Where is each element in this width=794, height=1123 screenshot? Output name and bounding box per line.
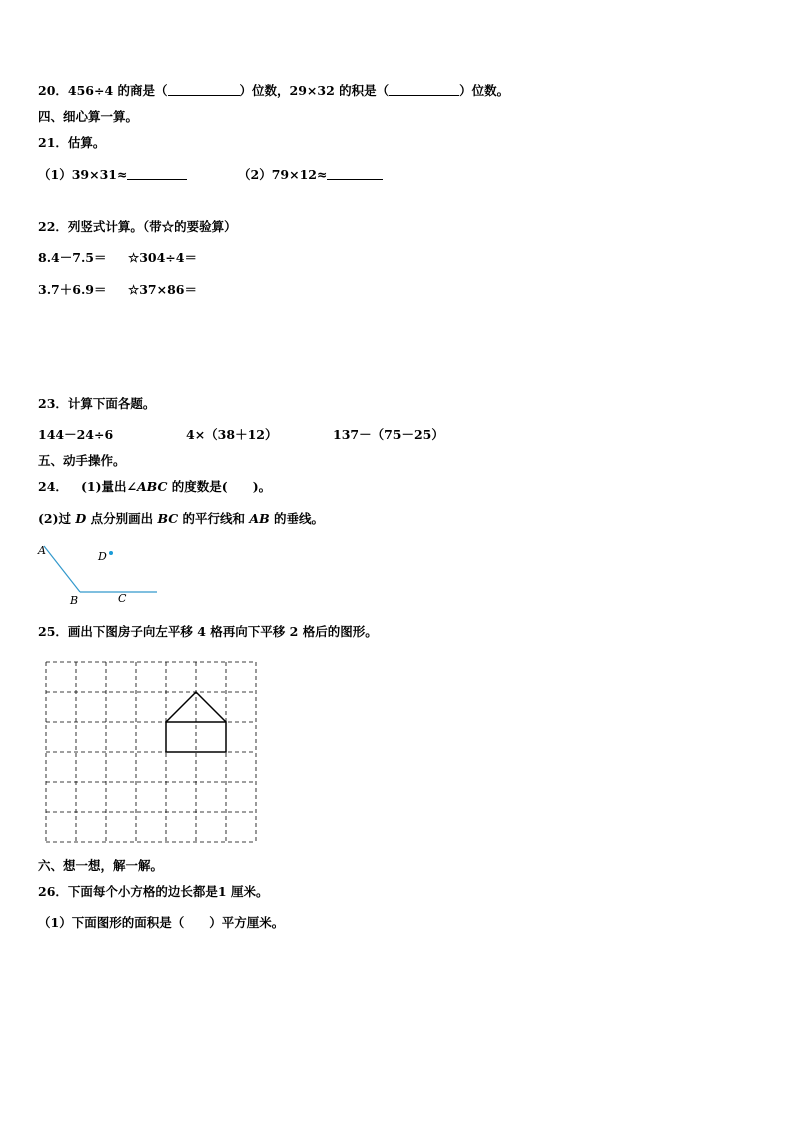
line-variable: BC xyxy=(157,511,179,526)
line-variable: AB xyxy=(249,511,270,526)
question-20 xyxy=(38,83,509,99)
question-22-title: 22．列竖式计算。（带☆的要验算） xyxy=(38,219,237,234)
calc-expression-1: 144－24÷6 xyxy=(38,427,114,442)
estimate-item-2 xyxy=(238,167,383,183)
question-24-part-2 xyxy=(38,511,324,527)
question-text: (1)量出∠ xyxy=(80,479,137,494)
question-text: (2)过 xyxy=(38,511,76,526)
question-number: 20． xyxy=(38,83,68,98)
label-a: A xyxy=(38,544,46,557)
question-26-title: 26．下面每个小方格的边长都是1 厘米。 xyxy=(38,884,269,899)
question-21-title: 21．估算。 xyxy=(38,135,106,150)
question-23-title: 23．计算下面各题。 xyxy=(38,396,156,411)
dashed-grid xyxy=(40,656,264,848)
estimate-expression: （1）39×31≈ xyxy=(38,167,128,182)
point-variable: D xyxy=(75,511,87,526)
label-c: C xyxy=(118,592,127,605)
section-heading: 五、动手操作。 xyxy=(38,453,126,468)
question-text: ）位数。 xyxy=(459,83,510,98)
question-text: ）位数，29×32 的积是（ xyxy=(239,83,390,98)
estimate-item-1 xyxy=(38,167,187,183)
question-text: 的垂线。 xyxy=(269,511,325,526)
section-heading: 六、想一想，解一解。 xyxy=(38,858,164,873)
vertical-calc-item: ☆37×86＝ xyxy=(128,282,197,297)
answer-blank[interactable] xyxy=(127,167,187,180)
vertical-calc-item: ☆304÷4＝ xyxy=(128,250,197,265)
calc-expression-2: 4×（38＋12） xyxy=(186,427,278,442)
question-26-part-1: （1）下面图形的面积是（ ）平方厘米。 xyxy=(38,915,285,930)
label-d: D xyxy=(98,550,107,563)
vertical-calc-item: 3.7＋6.9＝ xyxy=(38,282,107,297)
estimate-expression: （2）79×12≈ xyxy=(238,167,328,182)
answer-blank[interactable] xyxy=(389,83,459,96)
angle-variable: ABC xyxy=(136,479,168,494)
question-text: 的平行线和 xyxy=(178,511,250,526)
calc-expression-3: 137－（75－25） xyxy=(333,427,444,442)
answer-blank[interactable] xyxy=(327,167,383,180)
question-24-part-1 xyxy=(38,479,271,495)
question-text: 点分别画出 xyxy=(86,511,158,526)
point-d[interactable] xyxy=(109,551,113,555)
label-b: B xyxy=(70,594,79,607)
angle-diagram xyxy=(30,538,170,610)
question-number: 24． xyxy=(38,479,68,494)
question-25-title: 25．画出下图房子向左平移 4 格再向下平移 2 格后的图形。 xyxy=(38,624,378,639)
question-text: 的度数是( )。 xyxy=(167,479,272,494)
answer-blank[interactable] xyxy=(168,83,240,96)
vertical-calc-item: 8.4－7.5＝ xyxy=(38,250,107,265)
question-text: 456÷4 的商是（ xyxy=(67,83,168,98)
ray-ba xyxy=(44,546,80,592)
section-heading: 四、细心算一算。 xyxy=(38,109,139,124)
